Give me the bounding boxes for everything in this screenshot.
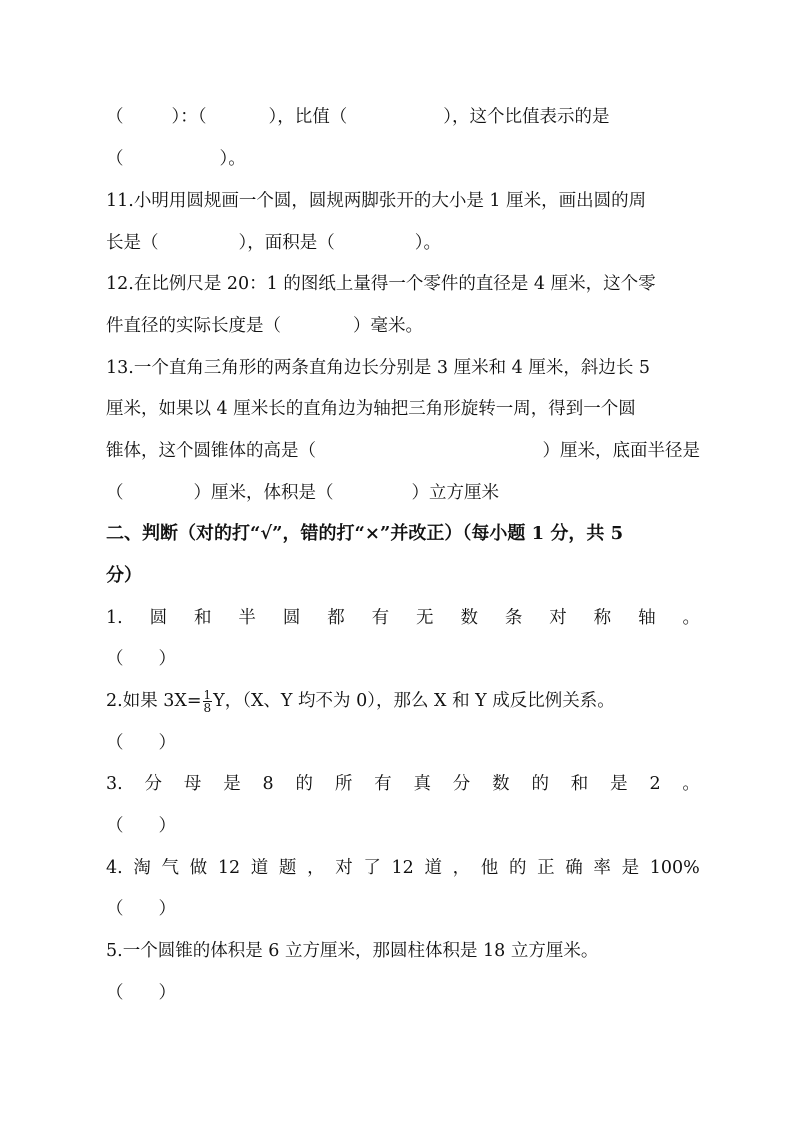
question-token: 有 [371, 608, 390, 628]
question-token: 淘 [133, 858, 151, 878]
question-token: 3. [106, 774, 123, 794]
question-token: 题 [278, 858, 297, 878]
judge-question-2: 2.如果 3X= $\frac{1}{8}$ Y，（X、Y 均不为 0），那么 X 和 Y 成反比例关系。 [106, 688, 615, 715]
question-12-line-1: 12.在比例尺是 20：1 的图纸上量得一个零件的直径是 4 厘米，这个零 [106, 274, 656, 294]
section-2-heading-cont: 分） [106, 565, 142, 586]
fraction: $\frac{1}{8}$ [203, 688, 212, 715]
question-token: 有 [374, 774, 392, 794]
question-token: 都 [327, 608, 345, 628]
question-token: 数 [460, 608, 478, 628]
question-token: 的 [531, 774, 549, 794]
question-token: 2 [649, 774, 661, 794]
ratio-question-line-1: （ ）：（ ），比值（ ），这个比值表示的是 [106, 107, 610, 127]
question-token: 1. [106, 608, 123, 628]
question-token: 8 [262, 774, 274, 794]
question-token: 分 [452, 774, 471, 794]
judge-answer-bracket-2[interactable]: （ ） [106, 733, 176, 753]
judge-answer-bracket-1[interactable]: （ ） [106, 649, 176, 669]
question-token: 数 [492, 774, 510, 794]
question-13-line-2: 厘米，如果以 4 厘米长的直角边为轴把三角形旋转一周，得到一个圆 [106, 399, 636, 419]
question-token: 圆 [282, 608, 301, 628]
question-token: 的 [295, 774, 313, 794]
question-token: 对 [549, 608, 567, 628]
question-token: 100% [649, 858, 700, 878]
question-token: 了 [363, 858, 381, 878]
question-token: ， [307, 858, 325, 878]
question-token: 轴 [638, 608, 656, 628]
judge-question-3 [106, 772, 700, 796]
question-token: 对 [335, 858, 353, 878]
question-13-line-1: 13.一个直角三角形的两条直角边长分别是 3 厘米和 4 厘米，斜边长 5 [106, 358, 651, 378]
question-token: 率 [593, 858, 611, 878]
question-token: 无 [416, 608, 434, 628]
question-token: 称 [593, 608, 612, 628]
question-token: 道 [250, 858, 269, 878]
judge-answer-bracket-4[interactable]: （ ） [106, 899, 176, 919]
question-token: 气 [161, 858, 180, 878]
question-token: 12 [391, 858, 414, 878]
question-token: 道 [424, 858, 442, 878]
question-token: 和 [570, 774, 589, 794]
answer-blank[interactable] [379, 439, 479, 463]
judge-answer-bracket-5[interactable]: （ ） [106, 983, 176, 1003]
judge-question-5: 5.一个圆锥的体积是 6 立方厘米，那圆柱体积是 18 立方厘米。 [106, 941, 599, 961]
question-token: 是 [621, 858, 640, 878]
question-12-line-2: 件直径的实际长度是（ ）毫米。 [106, 316, 423, 336]
question-token: 所 [334, 774, 353, 794]
question-token: ， [452, 858, 471, 878]
question-11-line-2: 长是（ ），面积是（ ）。 [106, 233, 441, 253]
question-token: 真 [413, 774, 431, 794]
question-token: 是 [223, 774, 241, 794]
question-token: 的 [508, 858, 527, 878]
question-token: 正 [537, 858, 555, 878]
question-token: 分 [144, 774, 163, 794]
ratio-question-line-2: （ ）。 [106, 149, 246, 169]
question-13-line-4: （ ）厘米，体积是（ ）立方厘米 [106, 483, 499, 503]
question-token: 他 [480, 858, 499, 878]
judge-question-1 [106, 606, 700, 630]
question-token: 。 [682, 774, 700, 794]
question-token: 半 [238, 608, 256, 628]
question-token: 和 [194, 608, 212, 628]
judge-answer-bracket-3[interactable]: （ ） [106, 816, 176, 836]
question-13-line-3: 锥体，这个圆锥体的高是（ ）厘米，底面半径是 [106, 441, 700, 461]
judge-question-4 [106, 856, 700, 880]
question-token: 做 [189, 858, 208, 878]
question-token: 圆 [149, 608, 168, 628]
question-token: 4. [106, 858, 123, 878]
question-token: 条 [504, 608, 523, 628]
question-token: 12 [217, 858, 241, 878]
question-token: 。 [682, 608, 700, 628]
question-11-line-1: 11.小明用圆规画一个圆，圆规两脚张开的大小是 1 厘米，画出圆的周 [106, 191, 647, 211]
question-token: 母 [183, 774, 202, 794]
question-token: 确 [565, 858, 583, 878]
question-token: 是 [610, 774, 628, 794]
section-2-heading: 二、判断（对的打“√”，错的打“×”并改正）（每小题 1 分，共 5 [106, 523, 624, 544]
